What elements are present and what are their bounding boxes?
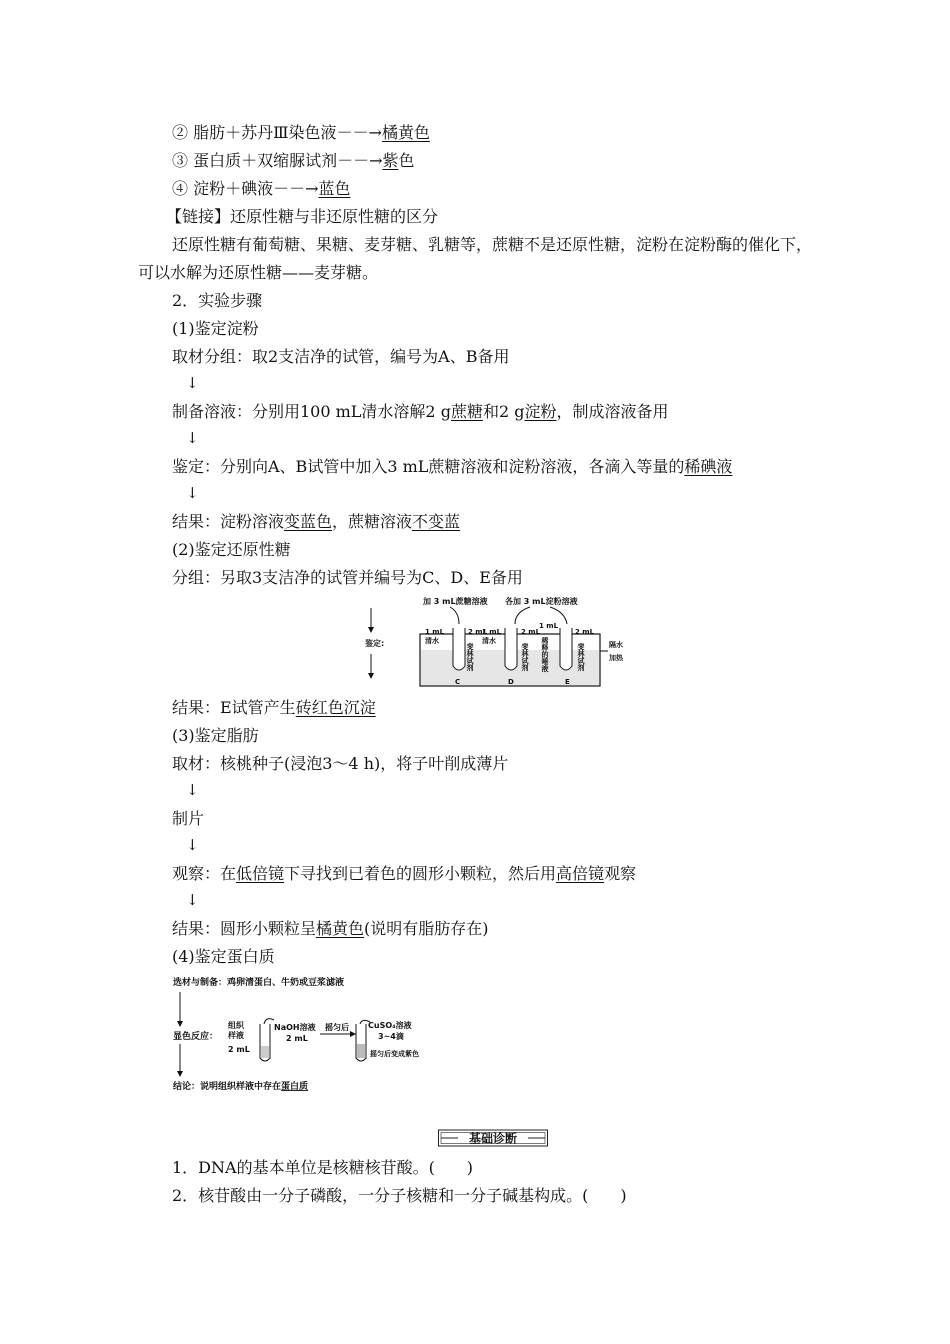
fat-step-3 [172,864,636,884]
test-tube-d [505,628,517,670]
question-2: 2．核苷酸由一分子磷酸，一分子核糖和一分子碱基构成。( ) [172,1186,627,1205]
step-text: 结果：淀粉溶液 [172,512,285,531]
step-text: 制备溶液：分别用100 mL清水溶解2 g [172,402,451,421]
add-arrow [515,607,530,624]
steps-heading: 2．实验步骤 [172,291,263,310]
label-cuso4-vol: 3~4滴 [378,1032,404,1041]
arrow-head [177,1021,183,1027]
label-water: 清水 [425,637,439,645]
arrow-head [350,1031,356,1037]
step-answer: 低倍镜 [236,864,285,883]
section-badge [438,1127,548,1149]
step-answer: 稀碘液 [684,457,733,476]
add-arrow [450,607,459,624]
protein-heading: (4)鉴定蛋白质 [172,947,275,966]
reaction-text: ② 脂肪＋苏丹Ⅲ染色液－－→ [172,123,382,142]
down-arrow-icon: ↓ [186,836,199,854]
step-answer: 变蓝色 [284,512,333,531]
label-cuso4: CuSO₄溶液 [368,1021,412,1030]
conclusion-answer: 蛋白质 [281,1082,309,1092]
label-tube-c: C [455,678,461,686]
fat-heading: (3)鉴定脂肪 [172,726,259,745]
label-water-vol: 1 mL [482,628,502,636]
conclusion-text: 结论：说明组织样液中存在 [173,1082,282,1092]
reducing-sugar-figure [355,594,635,694]
reaction-protein [172,151,415,171]
reaction-starch [172,179,351,199]
step-answer: 蔗糖 [450,402,483,421]
starch-step-2 [172,402,669,422]
step-text: 结果：圆形小颗粒呈 [172,919,317,938]
label-reaction: 显色反应： [173,1032,219,1042]
step-answer: 不变蓝 [412,512,461,531]
down-arrow-icon: ↓ [186,484,199,502]
test-tube-c [453,628,465,670]
label-naoh: NaOH溶液 [274,1023,316,1032]
arrow-head [368,673,374,679]
label-saliva-vol: 1 mL [539,622,559,630]
sugar-heading: (2)鉴定还原性糖 [172,540,291,559]
label-water-vol: 1 mL [425,628,445,636]
label-material: 选材与制备：鸡卵清蛋白、牛奶或豆浆滤液 [173,978,345,988]
starch-result [172,512,460,532]
label-shake: 摇匀后 [325,1023,349,1032]
label-benedict-vol: 2 mL [521,628,541,636]
arrow-head [177,1071,183,1077]
question-1: 1．DNA的基本单位是核糖核苷酸。( ) [172,1158,474,1177]
label-saliva: 稀释的唾液 [541,637,549,672]
label-conclusion [173,1080,308,1092]
label-add-starch: 各加 3 mL淀粉溶液 [505,597,578,606]
fat-result [172,919,489,939]
down-arrow-icon: ↓ [186,374,199,392]
reaction-fat [172,123,430,143]
tube-liquid [357,1044,365,1058]
step-text: 观察 [604,864,637,883]
down-arrow-icon: ↓ [186,781,199,799]
step-answer: 淀粉 [524,402,557,421]
label-benedict: 斐林试剂 [466,643,474,671]
label-add-sucrose: 加 3 mL蔗糖溶液 [423,597,488,606]
test-tube-e [560,628,572,670]
label-benedict: 斐林试剂 [577,643,585,671]
fat-step-2: 制片 [172,809,205,828]
label-heat: 加热 [609,654,623,662]
badge-frame [438,1127,548,1149]
label-benedict-vol: 2 mL [575,628,595,636]
down-arrow-icon: ↓ [186,891,199,909]
down-arrow-icon: ↓ [186,429,199,447]
reaction-text: ③ 蛋白质＋双缩脲试剂－－→ [172,151,383,170]
label-water: 清水 [482,637,496,645]
badge-label: 基础诊断 [468,1131,518,1146]
sugar-result [172,698,376,718]
label-tube-d: D [508,678,514,686]
step-text: ，制成溶液备用 [556,402,669,421]
link-heading: 【链接】还原性糖与非还原性糖的区分 [166,207,439,226]
label-sample-vol: 2 mL [228,1045,250,1054]
label-tube-e: E [565,678,570,686]
reaction-suffix: 色 [398,151,415,170]
tube-liquid [261,1046,269,1058]
link-paragraph: 还原性糖有葡萄糖、果糖、麦芽糖、乳糖等，蔗糖不是还原性糖，淀粉在淀粉酶的催化下，可以水解为还原性糖——麦芽糖。 [138,235,813,282]
step-text: 和2 g [482,402,525,421]
step-text: 鉴定：分别向A、B试管中加入3 mL蔗糖溶液和淀粉溶液，各滴入等量的 [172,457,685,476]
starch-step-1: 取材分组：取2支洁净的试管，编号为A、B备用 [172,347,510,366]
step-answer: 橘黄色 [316,919,365,938]
label-benedict-vol: 2 mL [468,628,488,636]
step-text: ，蔗糖溶液 [332,512,413,531]
label-water-bath: 隔水 [609,641,623,649]
step-answer: 砖红色沉淀 [295,698,376,717]
fat-step-1: 取材：核桃种子(浸泡3～4 h)，将子叶削成薄片 [172,754,509,773]
step-text: 观察：在 [172,864,237,883]
label-benedict: 斐林试剂 [521,643,529,671]
label-turns-purple: 摇匀后变成紫色 [370,1050,419,1058]
starch-heading: (1)鉴定淀粉 [172,319,259,338]
reaction-result: 蓝色 [318,179,351,198]
protein-figure [170,972,460,1098]
add-arrow [264,1019,274,1024]
step-text: (说明有脂肪存在) [364,919,489,938]
label-identify: 鉴定: [365,639,385,648]
starch-step-3 [172,457,732,477]
label-sample: 组织 [228,1021,244,1030]
label-sample-2: 样液 [228,1031,244,1040]
reaction-text: ④ 淀粉＋碘液－－→ [172,179,319,198]
step-text: 下寻找到已着色的圆形小颗粒，然后用 [284,864,557,883]
reaction-result: 紫 [382,151,399,170]
label-naoh-vol: 2 mL [286,1034,308,1043]
arrow-head [368,627,374,633]
step-answer: 高倍镜 [556,864,605,883]
reaction-result: 橘黄色 [381,123,430,142]
sugar-step-1: 分组：另取3支洁净的试管并编号为C、D、E备用 [172,568,523,587]
step-text: 结果：E试管产生 [172,698,296,717]
